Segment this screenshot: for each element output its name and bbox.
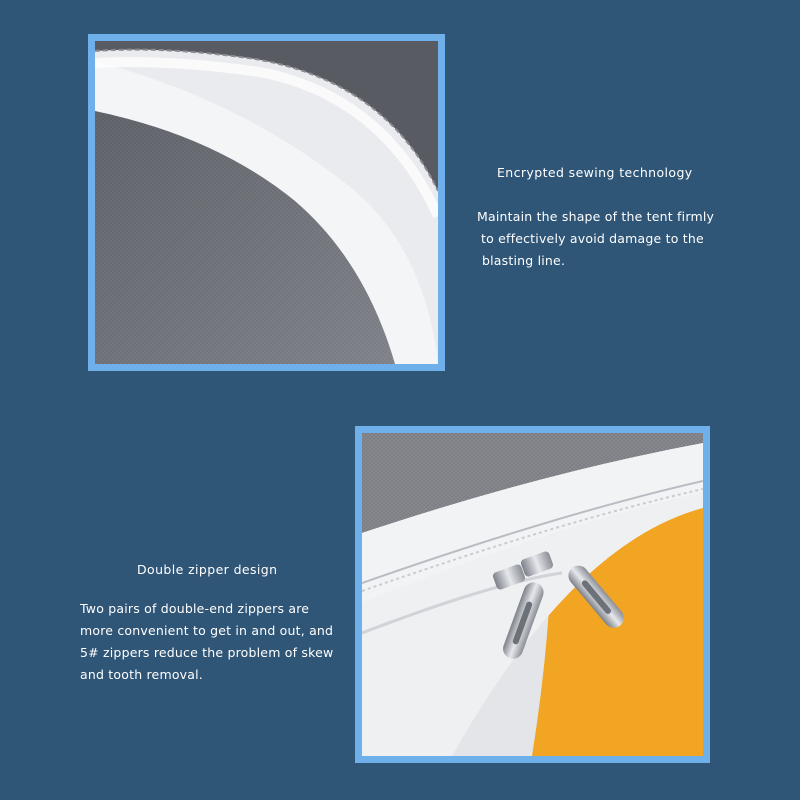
description-line: 5# zippers reduce the problem of skew	[80, 645, 334, 660]
description-line: more convenient to get in and out, and	[80, 623, 334, 638]
double-zipper-description	[80, 598, 333, 686]
sewing-technology-description	[477, 206, 714, 272]
mesh-seam-photo-frame	[88, 34, 445, 371]
double-zipper-photo	[362, 433, 703, 756]
description-line: and tooth removal.	[80, 667, 203, 682]
description-line: Maintain the shape of the tent firmly	[477, 209, 715, 224]
description-line: blasting line.	[482, 253, 566, 268]
mesh-seam-illustration	[95, 41, 438, 364]
double-zipper-photo-frame	[355, 426, 710, 763]
mesh-seam-photo	[95, 41, 438, 364]
description-line: Two pairs of double-end zippers are	[80, 601, 310, 616]
description-line: to effectively avoid damage to the	[481, 231, 704, 246]
sewing-technology-heading: Encrypted sewing technology	[497, 165, 693, 180]
double-zipper-illustration	[362, 433, 703, 756]
double-zipper-heading: Double zipper design	[137, 562, 278, 577]
